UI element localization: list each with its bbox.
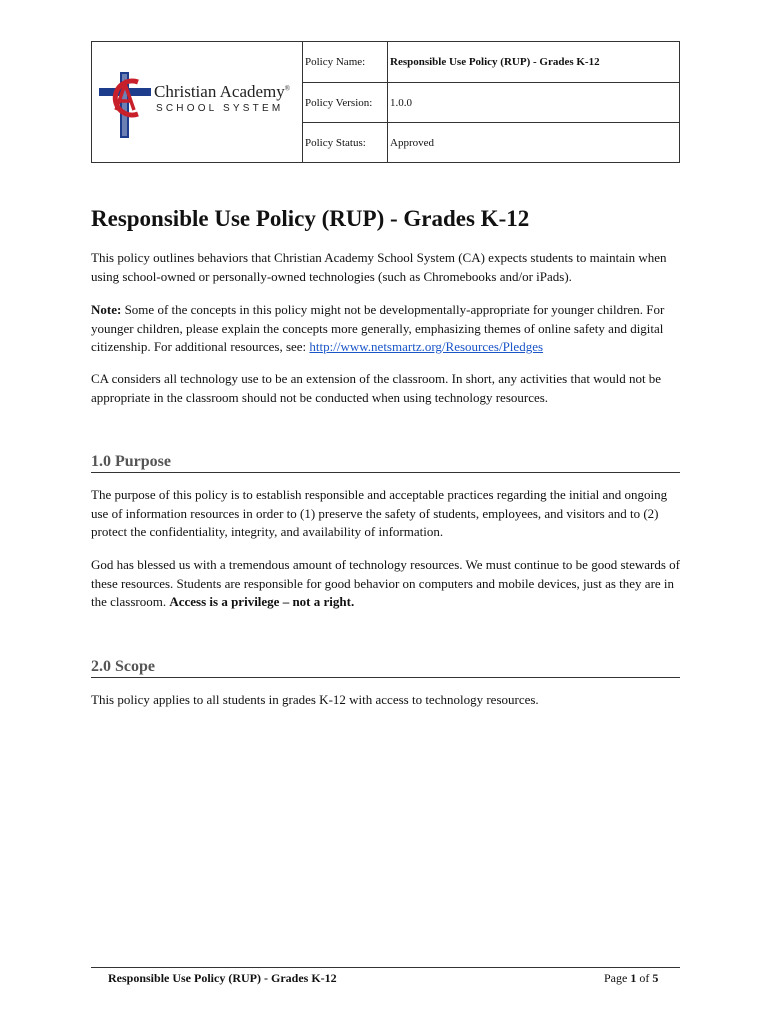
cross-monogram-icon [96,70,154,140]
intro-paragraph: This policy outlines behaviors that Christian Academy School System (CA) expects students to maintain when using school-owned or personally-owned technologies (such as Chromebooks and/or iPads). [91,250,667,284]
purpose-paragraph: The purpose of this policy is to establish responsible and acceptable practices regarding the initial and ongoing use of information resources in order to (1) preserve the safety of students, employees, and visitors and to (2) protect the confidentiality, integrity, and availability of information. [91,487,668,539]
policy-name-label: Policy Name: [303,42,388,83]
logo-cell [92,42,303,163]
policy-status-value: Approved [388,123,680,163]
classroom-extension-paragraph: CA considers all technology use to be an extension of the classroom. In short, any activities that would not be appropriate in the classroom should not be conducted when using technology resources. [91,371,662,405]
school-logo [96,70,300,140]
policy-version-value: 1.0.0 [388,83,680,123]
scope-heading: 2.0 Scope [91,658,680,678]
scope-paragraph: This policy applies to all students in grades K-12 with access to technology resources. [91,692,539,707]
purpose-heading: 1.0 Purpose [91,453,680,473]
document-title: Responsible Use Policy (RUP) - Grades K-12 [91,206,530,231]
logo-subtitle: SCHOOL SYSTEM [156,103,284,114]
policy-status-label: Policy Status: [303,123,388,163]
footer-title: Responsible Use Policy (RUP) - Grades K-12 [108,971,337,985]
note-paragraph [91,301,681,357]
page-number: Page 1 of 5 [604,971,659,985]
policy-version-label: Policy Version: [303,83,388,123]
policy-header-table [91,41,680,163]
privilege-statement: Access is a privilege – not a right. [169,594,355,609]
policy-name-value: Responsible Use Policy (RUP) - Grades K-12 [388,42,680,83]
resources-link[interactable]: http://www.netsmartz.org/Resources/Pledges [309,339,544,354]
note-text: Some of the concepts in this policy might not be developmentally-appropriate for younger children. For younger children, please explain the concepts more generally, emphasizing themes of online safety and digital citizenship. For additional resources, see: [91,302,665,354]
logo-wordmark: Christian Academy® [154,82,291,101]
stewardship-paragraph [91,556,681,612]
note-label: Note: [91,302,122,317]
stewardship-text: God has blessed us with a tremendous amount of technology resources. We must continue to be good stewards of these resources. Students are responsible for good behavior on computers and mobile devices, just as they are in the classroom. [91,557,681,609]
footer-divider [91,967,680,968]
